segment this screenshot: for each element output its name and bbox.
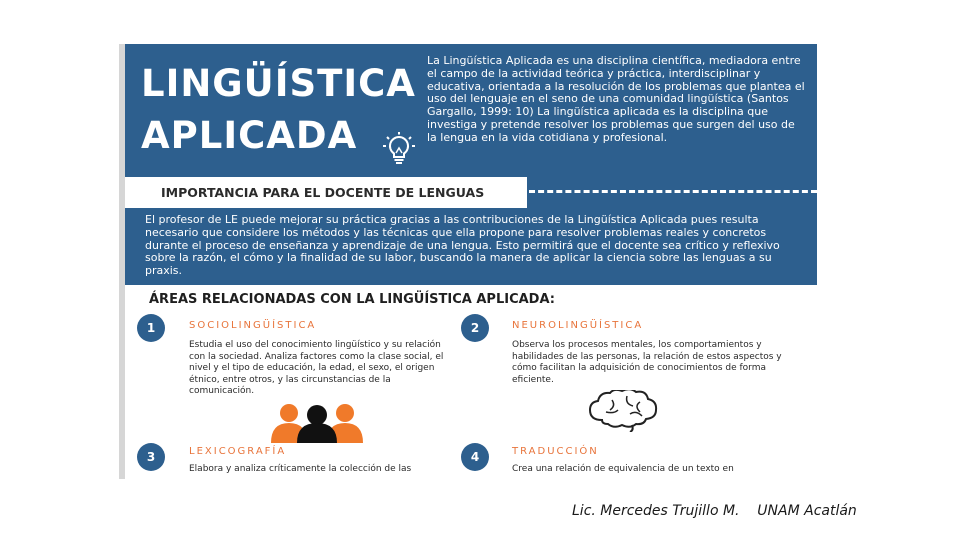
area-number-2: 2 [461, 314, 489, 342]
area-text-1: Estudia el uso del conocimiento lingüístico y su relación con la sociedad. Analiza factores como la clase social, el nivel y el tipo de educación, la edad, el sexo, el origen étnico, entre otros, y las circunstancias de la comunicación. [189, 340, 444, 396]
area-title-2: NEUROLINGÜÍSTICA [512, 320, 644, 331]
area-text-2: Observa los procesos mentales, los comportamientos y habilidades de las personas, la relación de estos aspectos y cómo facilitan la adquisición de conocimientos de forma eficiente. [512, 340, 782, 385]
people-icon [267, 401, 367, 443]
area-title-3: LEXICOGRAFÍA [189, 446, 287, 457]
importance-text: El profesor de LE puede mejorar su práctica gracias a las contribuciones de la Lingüística Aplicada pues resulta necesario que considere los métodos y las técnicas que ella propone para resolver problemas reales y concretos durante el proceso de enseñanza y aprendizaje de una lengua. Esto permitirá que el docente sea crítico y reflexivo sobre la razón, el cómo y la finalidad de su labor, buscando la manera de aplicar la ciencia sobre las lenguas a su praxis. [145, 213, 780, 278]
area-text-3: Elabora y analiza críticamente la colección de las [189, 464, 412, 474]
area-number-1: 1 [137, 314, 165, 342]
lightbulb-icon [382, 132, 416, 166]
importance-title: IMPORTANCIA PARA EL DOCENTE DE LENGUAS [161, 185, 485, 200]
areas-title: ÁREAS RELACIONADAS CON LA LINGÜÍSTICA APLICADA: [149, 292, 555, 307]
poster-left-edge [119, 44, 125, 479]
footer-credit: Lic. Mercedes Trujillo M. UNAM Acatlán [572, 503, 857, 519]
definition-text: La Lingüística Aplicada es una disciplina científica, mediadora entre el campo de la actividad teórica y práctica, interdisciplinar y educativa, orientada a la resolución de los problemas que plantea el uso del lenguaje en el seno de una comunidad lingüística (Santos Gargallo, 1999: 10) La lingüística aplicada es la disciplina que investiga y pretende resolver los problemas que surgen del uso de la lengua en la vida cotidiana y profesional. [427, 54, 805, 144]
area-title-4: TRADUCCIÓN [512, 446, 599, 457]
area-title-1: SOCIOLINGÜÍSTICA [189, 320, 317, 331]
poster-title [141, 58, 416, 162]
dashed-divider [529, 190, 817, 193]
title-line-2: APLICADA [141, 114, 358, 157]
title-line-1: LINGÜÍSTICA [141, 62, 416, 105]
area-text-4: Crea una relación de equivalencia de un texto en [512, 464, 734, 474]
infographic-poster [119, 44, 817, 479]
area-number-4: 4 [461, 443, 489, 471]
area-number-3: 3 [137, 443, 165, 471]
brain-icon [582, 390, 672, 432]
